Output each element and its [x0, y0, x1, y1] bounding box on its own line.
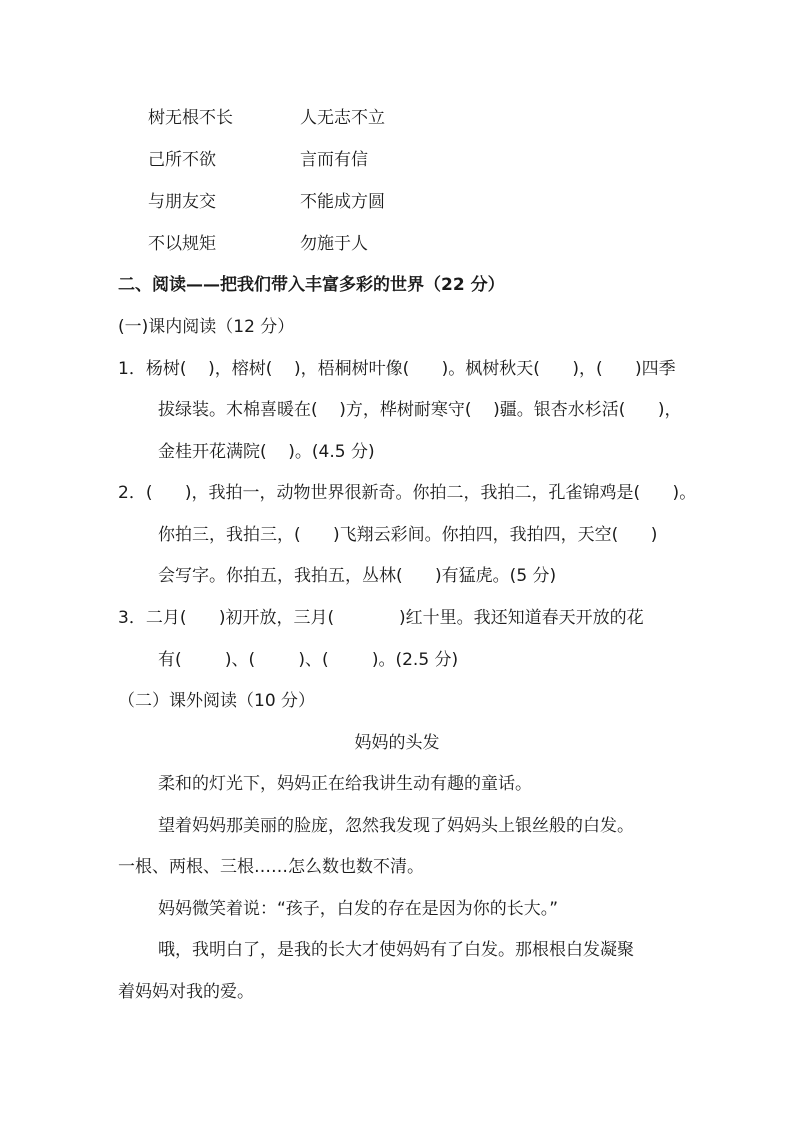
q2-line-1: 2．( )，我拍一，动物世界很新奇。你拍二，我拍二，孔雀锦鸡是( )。	[118, 483, 697, 503]
match-left-4: 不以规矩	[148, 234, 216, 254]
match-left-1: 树无根不长	[148, 108, 233, 128]
q3-line-2: 有( )、( )、( )。(2.5 分)	[158, 650, 459, 670]
part1-heading: (一)课内阅读（12 分）	[118, 317, 295, 337]
passage-para-2: 望着妈妈那美丽的脸庞，忽然我发现了妈妈头上银丝般的白发。	[158, 816, 634, 836]
section-heading: 二、阅读——把我们带入丰富多彩的世界（22 分）	[118, 275, 505, 295]
part2-heading: （二）课外阅读（10 分）	[118, 691, 316, 711]
q2-line-3: 会写字。你拍五，我拍五，丛林( )有猛虎。(5 分)	[158, 566, 557, 586]
match-right-1: 人无志不立	[300, 108, 385, 128]
passage-para-1: 柔和的灯光下，妈妈正在给我讲生动有趣的童话。	[158, 774, 532, 794]
match-right-4: 勿施于人	[300, 234, 368, 254]
passage-para-3: 妈妈微笑着说：“孩子，白发的存在是因为你的长大。”	[158, 899, 559, 919]
q1-line-1: 1．杨树( )，榕树( )，梧桐树叶像( )。枫树秋天( )，( )四季	[118, 359, 676, 379]
passage-para-4: 哦，我明白了，是我的长大才使妈妈有了白发。那根根白发凝聚	[158, 940, 634, 960]
q1-line-3: 金桂开花满院( )。(4.5 分)	[158, 442, 375, 462]
match-right-2: 言而有信	[300, 150, 368, 170]
match-left-2: 己所不欲	[148, 150, 216, 170]
q3-line-1: 3．二月( )初开放，三月( )红十里。我还知道春天开放的花	[118, 608, 644, 628]
q2-line-2: 你拍三，我拍三，( )飞翔云彩间。你拍四，我拍四，天空( )	[158, 525, 658, 545]
passage-para-2-cont: 一根、两根、三根……怎么数也数不清。	[118, 857, 424, 877]
passage-title: 妈妈的头发	[354, 733, 440, 753]
match-left-3: 与朋友交	[148, 192, 216, 212]
match-right-3: 不能成方圆	[300, 192, 385, 212]
q1-line-2: 拔绿装。木棉喜暖在( )方，桦树耐寒守( )疆。银杏水杉活( )，	[158, 400, 682, 420]
passage-para-4-cont: 着妈妈对我的爱。	[118, 982, 254, 1002]
